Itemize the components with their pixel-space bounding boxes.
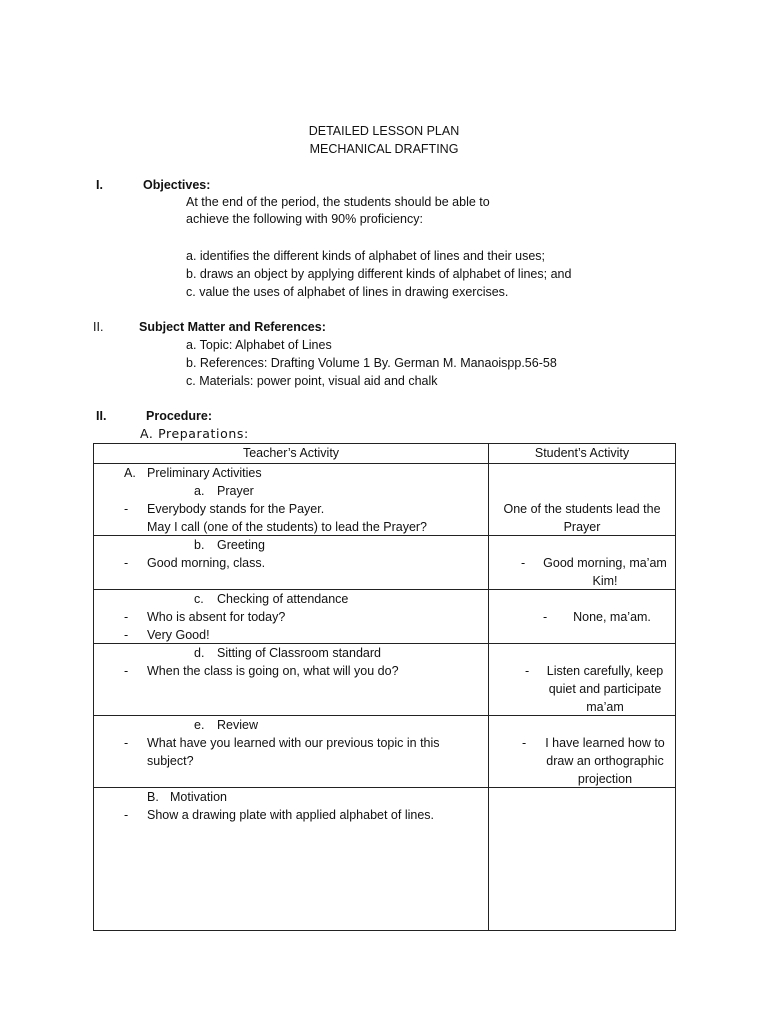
table-row [94, 536, 676, 590]
teacher-activity-cell [94, 644, 489, 716]
activity-marker: - [124, 808, 129, 822]
student-activity-cell [489, 536, 676, 590]
table-row [94, 788, 676, 931]
activity-marker: - [124, 664, 129, 678]
subject-matter-numeral: II. [93, 320, 104, 334]
activity-marker: A. [124, 466, 136, 480]
objectives-intro-line1: At the end of the period, the students should be able to [186, 195, 490, 209]
activity-text: Sitting of Classroom standard [217, 646, 381, 660]
activity-marker: - [124, 736, 129, 750]
objective-item-c: c. value the uses of alphabet of lines in drawing exercises. [186, 285, 509, 299]
activity-marker: - [124, 628, 129, 642]
student-response-line: None, ma’am. [573, 610, 651, 624]
activity-text: What have you learned with our previous topic in this [147, 736, 440, 750]
student-response-dash: - [543, 610, 548, 624]
activity-marker: b. [194, 538, 205, 552]
objective-item-b: b. draws an object by applying different kinds of alphabet of lines; and [186, 267, 572, 281]
student-response-line: Good morning, ma’am [543, 556, 667, 570]
student-activity-cell [489, 716, 676, 788]
activity-marker: d. [194, 646, 205, 660]
procedure-heading: Procedure: [146, 409, 212, 423]
activity-marker: B. [147, 790, 159, 804]
student-activity-cell [489, 644, 676, 716]
activity-marker: - [124, 610, 129, 624]
student-response-line: projection [577, 772, 633, 786]
student-response-line: Listen carefully, keep [546, 664, 664, 678]
objectives-intro-line2: achieve the following with 90% proficiency: [186, 212, 423, 226]
student-response-line: I have learned how to [545, 736, 665, 750]
activity-text: subject? [147, 754, 194, 768]
table-row [94, 464, 676, 536]
subject-matter-topic: a. Topic: Alphabet of Lines [186, 338, 332, 352]
activity-text: Everybody stands for the Payer. [147, 502, 325, 516]
preparations-heading: A. Preparations: [140, 426, 249, 441]
table-row [94, 716, 676, 788]
activity-marker: a. [194, 484, 205, 498]
student-response-dash: - [522, 736, 527, 750]
table-row [94, 644, 676, 716]
teacher-activity-cell [94, 716, 489, 788]
student-activity-cell [489, 788, 676, 931]
teacher-activity-cell [94, 590, 489, 644]
subject-matter-materials: c. Materials: power point, visual aid and chalk [186, 374, 438, 388]
student-response-line: One of the students lead the [503, 502, 661, 516]
activity-text: Very Good! [147, 628, 210, 642]
table-header-row [94, 444, 676, 464]
activity-table [93, 443, 676, 931]
teacher-activity-cell [94, 788, 489, 931]
objectives-heading: Objectives: [143, 178, 211, 192]
student-response-dash: - [521, 556, 526, 570]
activity-marker: - [124, 502, 129, 516]
activity-text: May I call (one of the students) to lead the Prayer? [147, 520, 428, 534]
objective-item-a: a. identifies the different kinds of alphabet of lines and their uses; [186, 249, 546, 263]
activity-marker: - [124, 556, 129, 570]
activity-text: Motivation [170, 790, 227, 804]
activity-text: Prayer [217, 484, 254, 498]
activity-text: Good morning, class. [147, 556, 266, 570]
student-activity-cell [489, 464, 676, 536]
activity-text: Show a drawing plate with applied alphabet of lines. [147, 808, 434, 822]
student-activity-header: Student’s Activity [489, 444, 676, 464]
activity-marker: c. [194, 592, 204, 606]
activity-text: Checking of attendance [217, 592, 349, 606]
student-response-line: quiet and participate [548, 682, 662, 696]
teacher-activity-header: Teacher’s Activity [94, 444, 489, 464]
student-response-dash: - [525, 664, 530, 678]
student-response-line: ma’am [586, 700, 624, 714]
teacher-activity-cell [94, 464, 489, 536]
table-row [94, 590, 676, 644]
activity-text: Review [217, 718, 258, 732]
activity-text: Greeting [217, 538, 265, 552]
student-activity-cell [489, 590, 676, 644]
student-response-line: Prayer [563, 520, 601, 534]
subject-matter-heading: Subject Matter and References: [139, 320, 326, 334]
teacher-activity-cell [94, 536, 489, 590]
document-subtitle: MECHANICAL DRAFTING [309, 142, 459, 156]
subject-matter-references: b. References: Drafting Volume 1 By. German M. Manaoispp.56-58 [186, 356, 557, 370]
activity-text: Preliminary Activities [147, 466, 262, 480]
objectives-numeral: I. [96, 178, 103, 192]
student-response-line: Kim! [592, 574, 618, 588]
procedure-numeral: II. [96, 409, 107, 423]
document-title: DETAILED LESSON PLAN [308, 124, 460, 138]
student-response-line: draw an orthographic [546, 754, 664, 768]
activity-text: When the class is going on, what will you do? [147, 664, 399, 678]
activity-marker: e. [194, 718, 205, 732]
activity-text: Who is absent for today? [147, 610, 286, 624]
